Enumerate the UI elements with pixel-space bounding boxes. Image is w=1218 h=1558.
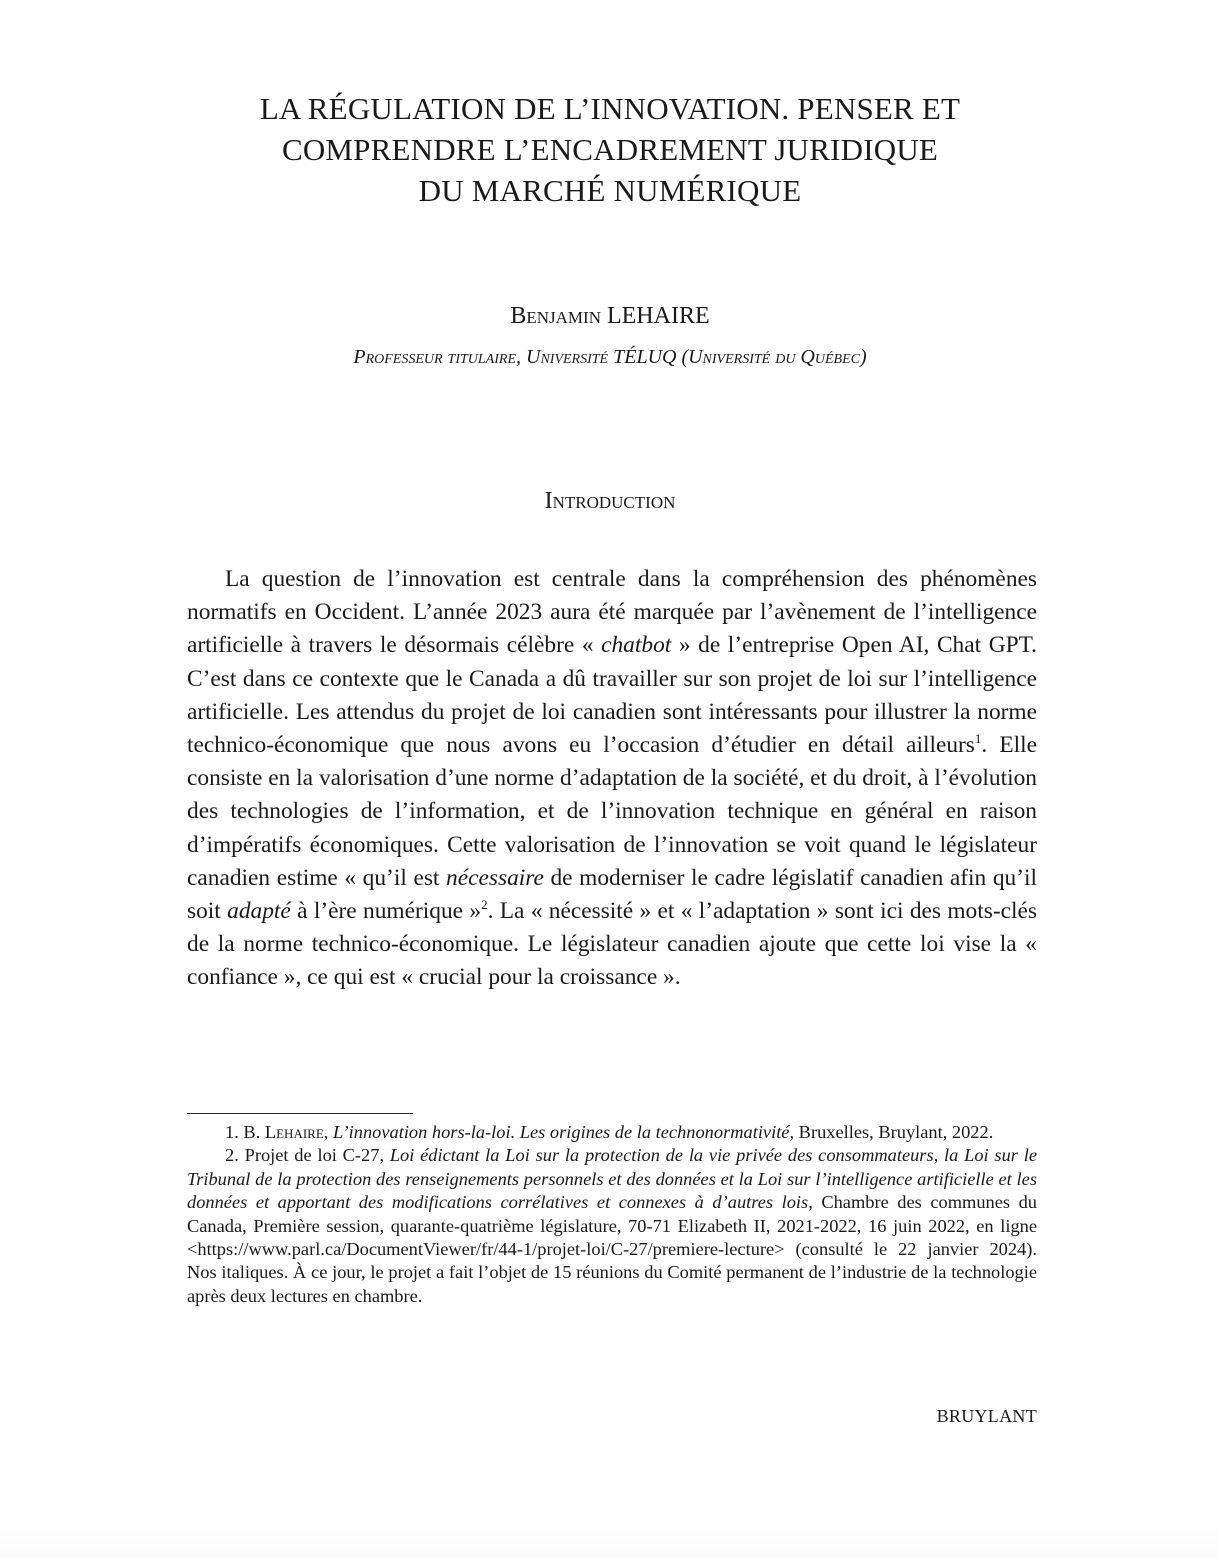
footnote-text: B. xyxy=(243,1122,265,1142)
section-heading-introduction: Introduction xyxy=(544,488,676,514)
publisher-name: BRUYLANT xyxy=(936,1406,1037,1426)
title-line: DU MARCHÉ NUMÉRIQUE xyxy=(418,173,802,208)
footnote-text: Projet de loi C-27, xyxy=(244,1145,390,1166)
paragraph-italic-term: nécessaire xyxy=(446,864,544,891)
footnote-text: , Chambre des communes du Canada, Première session, quarante-quatrième législature, 70-71 Elizabeth II, 2021-2022, 16 juin 2022, en ligne <https://www.parl.ca/DocumentViewer/fr/44-1/projet-loi/C-27/premiere-lecture> (consulté le 22 janvier 2024). Nos italiques. À ce jour, le projet a fait l’objet de 15 réunions du Comité permanent de l’industrie de la technologie après deux lectures en chambre. xyxy=(187,1192,1038,1306)
title-line: LA RÉGULATION DE L’INNOVATION. PENSER ET xyxy=(259,91,961,126)
footnote-text: , xyxy=(323,1122,333,1142)
paragraph-text: à l’ère numérique » xyxy=(290,898,482,925)
author-affiliation: Professeur titulaire, Université TÉLUQ (Université du Québec) xyxy=(353,346,867,368)
footnote-bill-title: Loi édictant la Loi sur la protection de la vie privée des consommateurs, la Loi sur le Tribunal de la protection des renseignements personnels et des données et la Loi sur l’intelligence artificielle et les données et apportant des modifications corrélatives et connexes à d’autres lois xyxy=(187,1145,1037,1213)
footnote-number: 2. xyxy=(225,1145,239,1166)
paragraph-text: de moderniser le cadre législatif canadien afin qu’il soit xyxy=(187,864,1038,925)
footnotes xyxy=(187,1121,1037,1308)
paragraph-italic-term: chatbot xyxy=(601,632,672,659)
paragraph-text: . La « nécessité » et « l’adaptation » sont ici des mots-clés de la norme technico-économique. Le législateur canadien ajoute que cette loi vise la « confiance », ce qui est « crucial pour la croissance ». xyxy=(187,898,1037,991)
footnote-1 xyxy=(187,1121,1037,1144)
author-first-name: Benjamin xyxy=(510,303,601,329)
footnote-book-title: L’innovation hors-la-loi. Les origines de la technonormativité xyxy=(332,1122,790,1142)
paragraph-italic-term: adapté xyxy=(227,898,291,925)
footnote-author: Lehaire xyxy=(264,1122,324,1142)
paragraph-text: La question de l’innovation est centrale dans la compréhension des phénomènes normatifs en Occident. L’année 2023 aura été marquée par l’avènement de l’intelligence artificielle à travers le désormais célèbre « xyxy=(187,566,1037,659)
author-name xyxy=(180,301,1040,331)
paragraph-text: . Elle consiste en la valorisation d’une norme d’adaptation de la société, et du droit, à l’évolution des technologies de l’information, et de l’innovation technique en général en raison d’impératifs économiques. Cette valorisation de l’innovation se voit quand le législateur canadien estime « qu’il est xyxy=(187,732,1037,891)
author-last-name: LEHAIRE xyxy=(606,303,710,329)
footnote-reference-2[interactable]: 2 xyxy=(481,897,488,913)
footnote-number: 1. xyxy=(225,1122,239,1142)
introduction-paragraph xyxy=(187,563,1037,995)
document-title xyxy=(180,88,1040,211)
footnote-text: , Bruxelles, Bruylant, 2022. xyxy=(789,1122,994,1142)
footnote-reference-1[interactable]: 1 xyxy=(974,731,982,747)
page-bottom-edge xyxy=(0,1528,1218,1558)
title-line: COMPRENDRE L’ENCADREMENT JURIDIQUE xyxy=(281,132,939,167)
footnote-divider xyxy=(187,1113,413,1114)
footnote-2 xyxy=(187,1144,1037,1308)
paragraph-text: » de l’entreprise Open AI, Chat GPT. C’est dans ce contexte que le Canada a dû travailler sur son projet de loi sur l’intelligence artificielle. Les attendus du projet de loi canadien sont intéressants pour illustrer la norme technico-économique que nous avons eu l’occasion d’étudier en détail ailleurs xyxy=(187,632,1037,759)
